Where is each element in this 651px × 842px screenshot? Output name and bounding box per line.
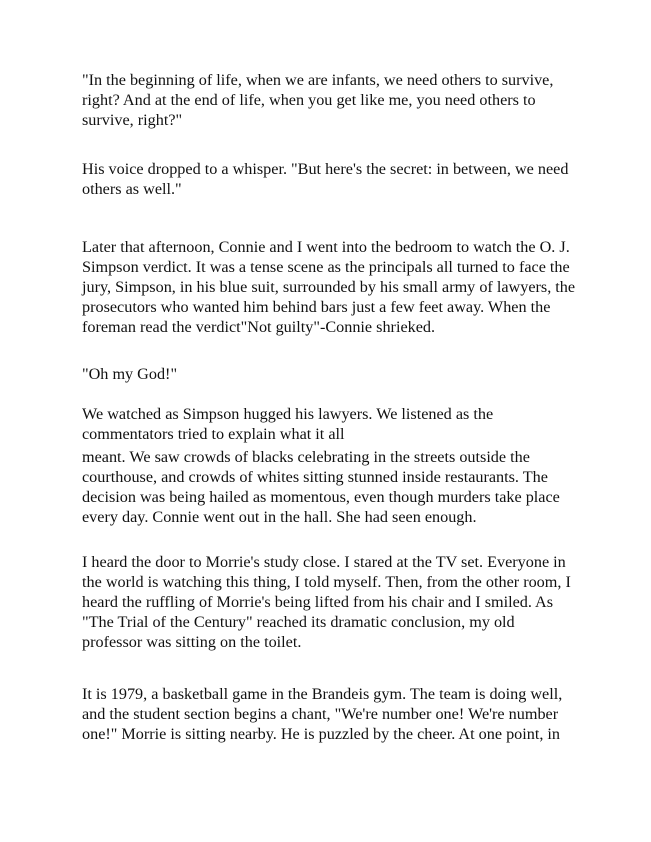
text-line: heard the ruffling of Morrie's being lifted from his chair and I smiled. As (82, 593, 554, 611)
paragraph-infants-quote (82, 70, 582, 130)
text-line: foreman read the verdict"Not guilty"-Connie shrieked. (82, 318, 436, 336)
text-line: I heard the door to Morrie's study close. I stared at the TV set. Everyone in (82, 553, 566, 571)
text-line: commentators tried to explain what it all (82, 425, 345, 443)
text-line: "In the beginning of life, when we are infants, we need others to survive, (82, 71, 554, 89)
text-line: Simpson verdict. It was a tense scene as the principals all turned to face the (82, 258, 570, 276)
text-line: His voice dropped to a whisper. "But here's the secret: in between, we need (82, 160, 569, 178)
paragraph-oh-my-god (82, 364, 582, 384)
text-line: professor was sitting on the toilet. (82, 633, 302, 651)
paragraph-brandeis-gym (82, 684, 582, 744)
text-line: others as well." (82, 180, 182, 198)
text-line: It is 1979, a basketball game in the Brandeis gym. The team is doing well, (82, 685, 563, 703)
paragraph-crowds-celebrating (82, 447, 582, 527)
text-line: decision was being hailed as momentous, even though murders take place (82, 488, 560, 506)
text-line: We watched as Simpson hugged his lawyers. We listened as the (82, 405, 494, 423)
text-line: prosecutors who wanted him behind bars just a few feet away. When the (82, 298, 551, 316)
text-line: meant. We saw crowds of blacks celebrating in the streets outside the (82, 448, 530, 466)
paragraph-simpson-verdict (82, 237, 582, 337)
paragraph-morries-study (82, 552, 582, 652)
text-line: right? And at the end of life, when you get like me, you need others to (82, 91, 536, 109)
text-line: one!" Morrie is sitting nearby. He is puzzled by the cheer. At one point, in (82, 725, 561, 743)
text-line: jury, Simpson, in his blue suit, surrounded by his small army of lawyers, the (82, 278, 576, 296)
paragraph-watched-simpson (82, 404, 582, 444)
text-line: the world is watching this thing, I told myself. Then, from the other room, I (82, 573, 571, 591)
text-line: survive, right?" (82, 111, 183, 129)
text-line: "The Trial of the Century" reached its dramatic conclusion, my old (82, 613, 515, 631)
text-line: "Oh my God!" (82, 365, 178, 383)
text-line: Later that afternoon, Connie and I went into the bedroom to watch the O. J. (82, 238, 570, 256)
text-line: and the student section begins a chant, "We're number one! We're number (82, 705, 559, 723)
paragraph-whisper-secret (82, 159, 582, 199)
text-line: every day. Connie went out in the hall. She had seen enough. (82, 508, 477, 526)
text-line: courthouse, and crowds of whites sitting stunned inside restaurants. The (82, 468, 548, 486)
